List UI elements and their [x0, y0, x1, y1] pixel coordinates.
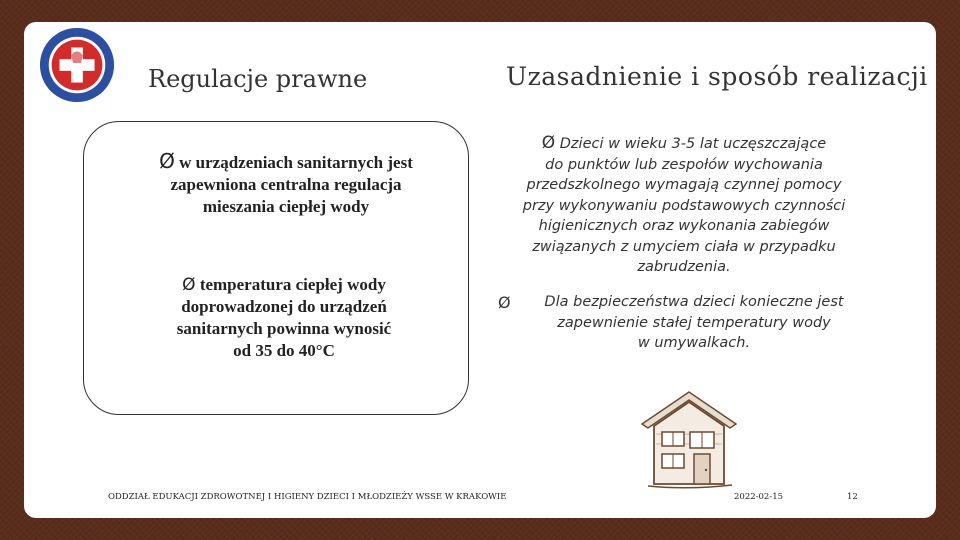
reason-line: zabrudzenia.	[637, 259, 731, 275]
reason-line: związanych z umyciem ciała w przypadku	[532, 238, 836, 255]
regulation-line: temperatura ciepłej wody	[199, 275, 386, 294]
house-icon	[634, 384, 744, 494]
arrow-bullet-icon: Ø	[541, 133, 556, 153]
footer-department: ODDZIAŁ EDUKACJI ZDROWOTNEJ I HIGIENY DZIECI I MŁODZIEŻY WSSE W KRAKOWIE	[108, 492, 507, 502]
regulation-line: doprowadzonej do urządzeń	[181, 297, 387, 316]
reason-line: w umywalkach.	[637, 335, 751, 351]
footer-date: 2022-02-15	[734, 492, 784, 502]
reason-line: do punktów lub zespołów wychowania	[545, 156, 823, 173]
arrow-bullet-icon: Ø	[159, 149, 175, 173]
footer-page-number: 12	[847, 492, 858, 502]
sanitary-inspection-logo	[38, 26, 116, 104]
reason-line: Dzieci w wieku 3-5 lat uczęszczające	[559, 136, 827, 152]
right-heading: Uzasadnienie i sposób realizacji	[506, 62, 928, 91]
reason-line: przy wykonywaniu podstawowych czynności	[522, 197, 846, 214]
arrow-bullet-icon: Ø	[182, 275, 196, 295]
reason-line: higienicznych oraz wykonania zabiegów	[538, 218, 830, 234]
left-heading: Regulacje prawne	[148, 65, 368, 93]
regulation-line: zapewniona centralna regulacja	[170, 175, 402, 194]
arrow-bullet-icon: Ø	[498, 293, 511, 312]
regulation-line: w urządzeniach sanitarnych jest	[179, 153, 413, 172]
reason-line: zapewnienie stałej temperatury wody	[557, 314, 831, 331]
reason-item-safety	[524, 292, 864, 354]
slide	[24, 22, 936, 518]
regulation-line: mieszania ciepłej wody	[202, 197, 370, 216]
regulation-line: od 35 do 40°C	[233, 341, 335, 360]
reason-line: przedszkolnego wymagają czynnej pomocy	[526, 177, 842, 193]
reason-line: Dla bezpieczeństwa dzieci konieczne jest	[544, 294, 844, 310]
regulation-item-temperature	[134, 274, 434, 362]
reason-item-children	[508, 133, 860, 278]
regulation-line: sanitarnych powinna wynosić	[176, 319, 392, 338]
regulation-item-central-mixing	[116, 150, 456, 218]
